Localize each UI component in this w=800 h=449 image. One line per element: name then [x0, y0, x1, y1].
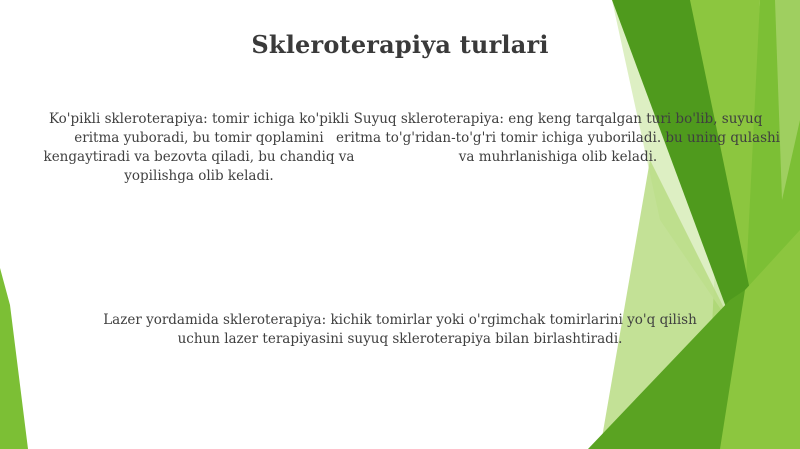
laser-sclerotherapy-text: Lazer yordamida skleroterapiya: kichik tomirlar yoki o'rgimchak tomirlarini yo'q qilish uchun lazer terapiyasini suyuq skleroterapiya bilan birlashtiradi.	[103, 312, 697, 347]
left-green-sliver	[0, 268, 28, 449]
slide-title: Skleroterapiya turlari	[251, 30, 549, 59]
foam-sclerotherapy-text: Ko'pikli skleroterapiya: tomir ichiga ko'pikli eritma yuboradi, bu tomir qoplamini kengaytiradi va bezovta qiladi, bu chandiq va yopilishga olib keladi.	[43, 111, 355, 184]
liquid-sclerotherapy-text: Suyuq skleroterapiya: eng keng tarqalgan turi bo'lib, suyuq eritma to'g'ridan-to'g'ri tomir ichiga yuboriladi. bu uning qulashi va muhrlanishiga olib keladi.	[336, 111, 781, 165]
